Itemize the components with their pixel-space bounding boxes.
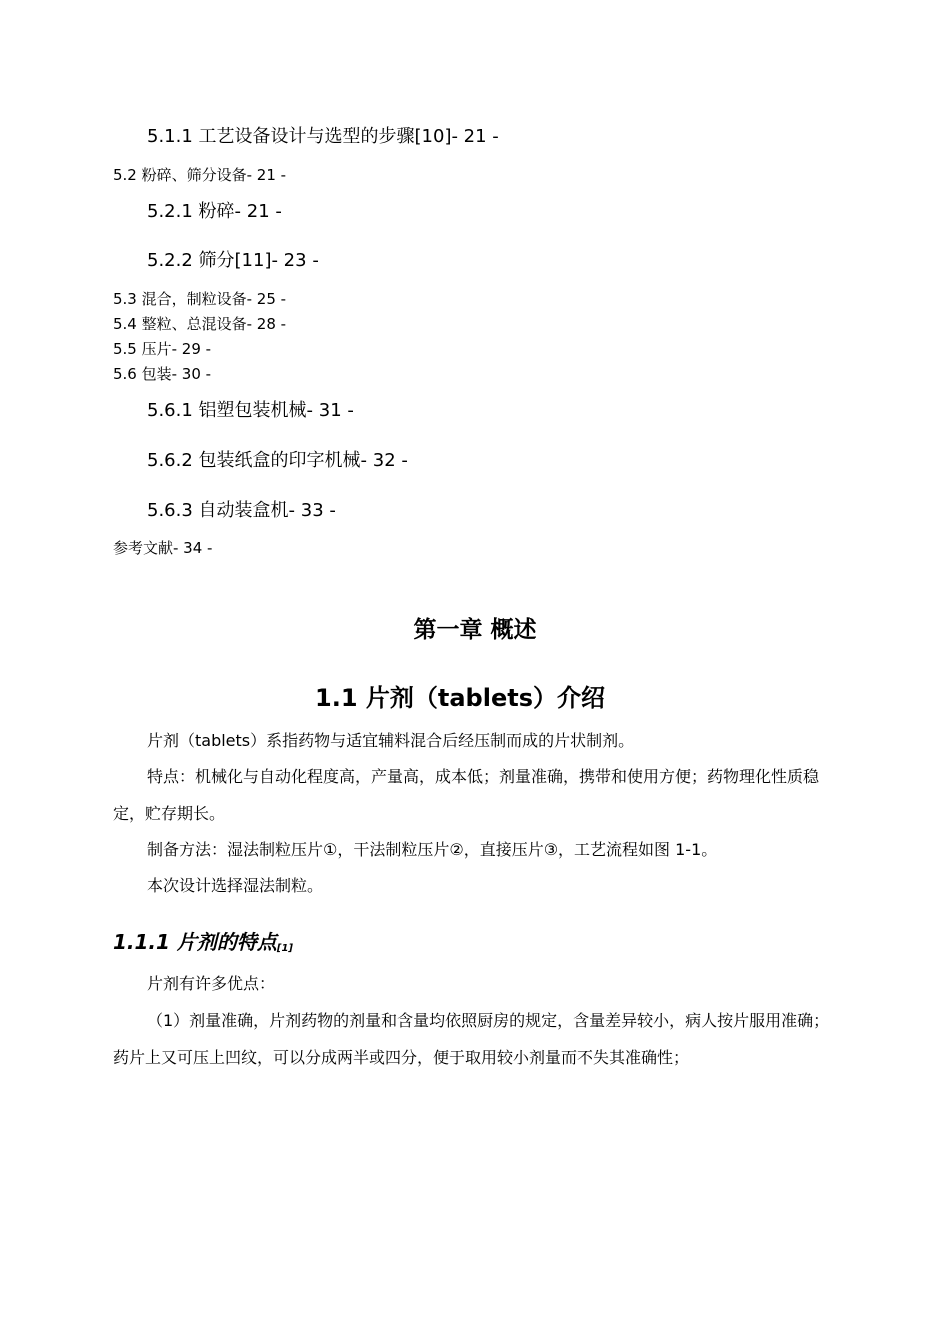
- toc-entry-5-2-1[interactable]: 5.2.1 粉碎- 21 -: [147, 201, 282, 222]
- paragraph-features: [113, 758, 840, 832]
- paragraph-advantage-1-text: （1）剂量准确，片剂药物的剂量和含量均依照厨房的规定，含量差异较小，病人按片服用准确；药片上又可压上凹纹，可以分成两半或四分，便于取用较小剂量而不失其准确性；: [113, 1011, 830, 1067]
- toc-entry-5-6[interactable]: 5.6 包装- 30 -: [113, 365, 212, 383]
- subsection-title-text: 1.1.1 片剂的特点: [113, 930, 277, 954]
- toc-entry-5-1-1[interactable]: 5.1.1 工艺设备设计与选型的步骤[10]- 21 -: [147, 126, 499, 147]
- paragraph-preparation: [113, 831, 840, 868]
- toc-entry-5-6-3[interactable]: 5.6.3 自动装盒机- 33 -: [147, 500, 336, 521]
- toc-entry-5-6-2[interactable]: 5.6.2 包装纸盒的印字机械- 32 -: [147, 450, 408, 471]
- toc-entry-5-2-2[interactable]: 5.2.2 筛分[11]- 23 -: [147, 250, 319, 271]
- subsection-title: [113, 929, 293, 960]
- paragraph-advantages-intro: [113, 965, 840, 1002]
- toc-entry-5-5[interactable]: 5.5 压片- 29 -: [113, 340, 212, 358]
- chapter-title: 第一章 概述: [413, 617, 537, 643]
- citation-ref[interactable]: [1]: [276, 943, 294, 954]
- paragraph-choice-text: 本次设计选择湿法制粒。: [147, 876, 324, 895]
- paragraph-preparation-text: 制备方法：湿法制粒压片①，干法制粒压片②，直接压片③，工艺流程如图 1-1。: [147, 840, 718, 859]
- toc-entry-5-2[interactable]: 5.2 粉碎、筛分设备- 21 -: [113, 166, 287, 184]
- toc-entry-5-4[interactable]: 5.4 整粒、总混设备- 28 -: [113, 315, 287, 333]
- paragraph-definition: [113, 722, 840, 759]
- paragraph-definition-text: 片剂（tablets）系指药物与适宜辅料混合后经压制而成的片状制剂。: [147, 731, 635, 750]
- toc-entry-references[interactable]: 参考文献- 34 -: [113, 539, 213, 557]
- paragraph-advantages-intro-text: 片剂有许多优点：: [147, 974, 276, 993]
- toc-entry-5-6-1[interactable]: 5.6.1 铝塑包装机械- 31 -: [147, 400, 354, 421]
- section-title: 1.1 片剂（tablets）介绍: [315, 684, 605, 712]
- paragraph-features-text: 特点：机械化与自动化程度高，产量高，成本低；剂量准确，携带和使用方便；药物理化性质稳定，贮存期长。: [113, 767, 820, 823]
- paragraph-choice: [113, 867, 840, 904]
- toc-entry-5-3[interactable]: 5.3 混合，制粒设备- 25 -: [113, 290, 287, 308]
- paragraph-advantage-1: [113, 1002, 840, 1076]
